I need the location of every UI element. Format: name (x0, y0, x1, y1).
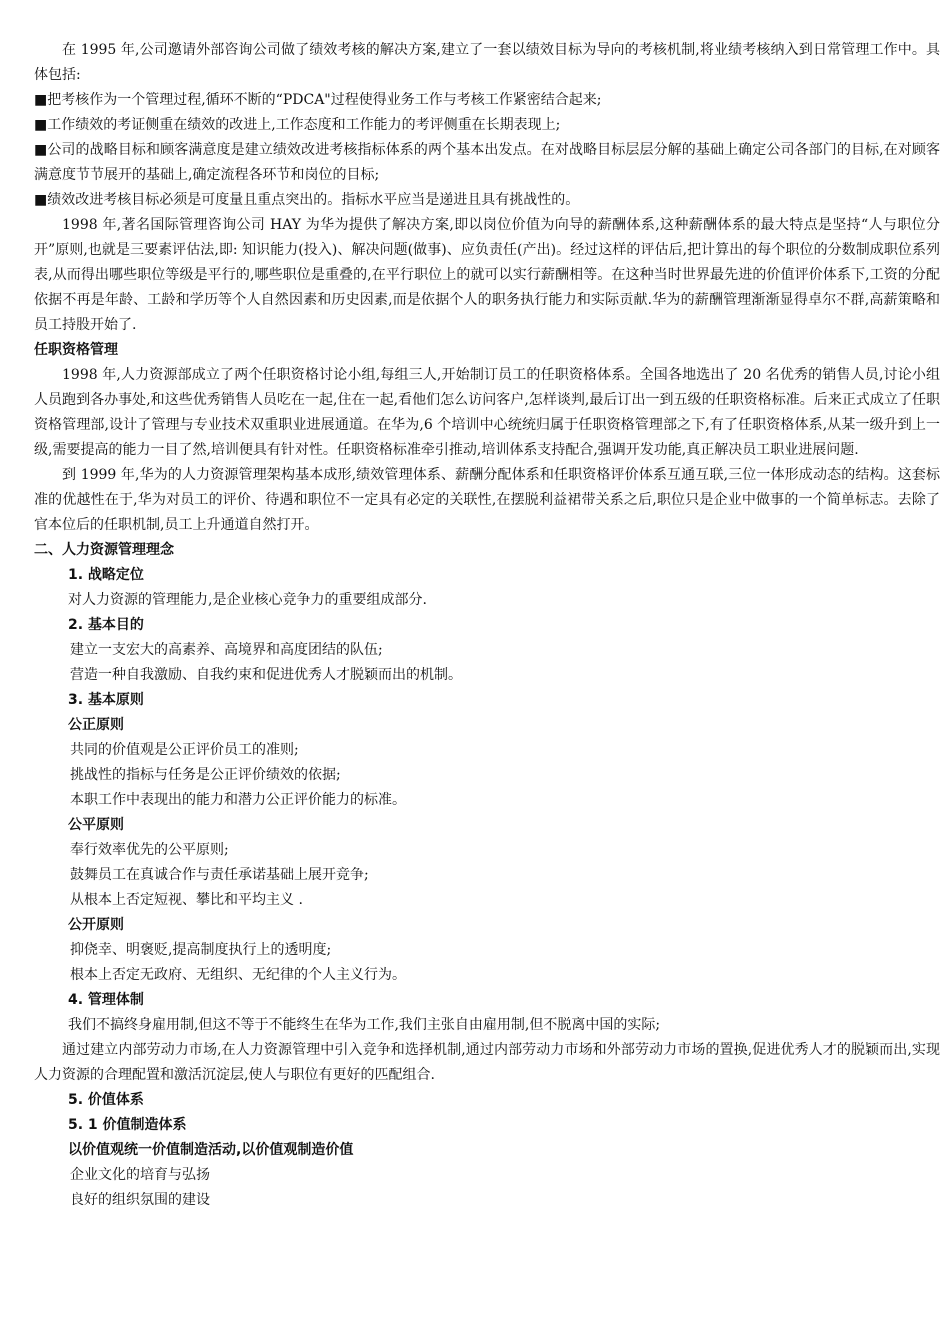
list-item: 企业文化的培育与弘扬 (70, 1167, 210, 1183)
list-item: 本职工作中表现出的能力和潜力公正评价能力的标准。 (70, 792, 406, 808)
list-item: 建立一支宏大的高素养、高境界和高度团结的队伍; (70, 642, 383, 658)
bullet-square-icon: ■ (34, 142, 48, 158)
paragraph-1995: 在 1995 年,公司邀请外部咨询公司做了绩效考核的解决方案,建立了一套以绩效目标为导向的考核机制,将业绩考核纳入到日常管理工作中。具体包括: (34, 42, 940, 83)
bullet-item (34, 188, 940, 213)
principle-fairness-title: 公正原则 (68, 717, 124, 733)
principle-equity-title: 公平原则 (68, 817, 124, 833)
section-2-title: 二、人力资源管理理念 (34, 542, 174, 558)
list-item: 从根本上否定短视、攀比和平均主义 . (70, 892, 303, 908)
list-item: 营造一种自我激励、自我约束和促进优秀人才脱颖而出的机制。 (70, 667, 462, 683)
bullet-text: 把考核作为一个管理过程,循环不断的“PDCA"过程使得业务工作与考核工作紧密结合起来; (47, 92, 602, 108)
heading-qualification-management: 任职资格管理 (34, 342, 118, 358)
paragraph-1998-hay: 1998 年,著名国际管理咨询公司 HAY 为华为提供了解决方案,即以岗位价值为向导的薪酬体系,这种薪酬体系的最大特点是坚持“人与职位分开”原则,也就是三要素评估法,即: 知识能力(投入)、解决问题(做事)、应负责任(产出)。经过这样的评估后,把计算出的每个职位的分数制成职位系列表,从而得出哪些职位等级是平行的,哪些职位是重叠的,在平行职位上的就可以实行薪酬相等。在这种当时世界最先进的价值评价体系下,工资的分配依据不再是年龄、工龄和学历等个人自然因素和历史因素,而是依据个人的职务执行能力和实际贡献.华为的薪酬管理渐渐显得卓尔不群,高薪策略和员工持股开始了. (34, 217, 940, 333)
bullet-square-icon: ■ (34, 92, 48, 108)
subsection-2-title: 2. 基本目的 (68, 617, 144, 633)
bullet-text: 绩效改进考核目标必须是可度量且重点突出的。指标水平应当是递进且具有挑战性的。 (47, 192, 580, 208)
subsection-3-title: 3. 基本原则 (68, 692, 144, 708)
list-item: 良好的组织氛围的建设 (70, 1192, 210, 1208)
bullet-item (34, 113, 940, 138)
bullet-square-icon: ■ (34, 192, 48, 208)
bullet-text: 工作绩效的考证侧重在绩效的改进上,工作态度和工作能力的考评侧重在长期表现上; (47, 117, 561, 133)
bullet-text: 公司的战略目标和顾客满意度是建立绩效改进考核指标体系的两个基本出发点。在对战略目标层层分解的基础上确定公司各部门的目标,在对顾客满意度节节展开的基础上,确定流程各环节和岗位的目标; (34, 142, 940, 183)
subsection-1-text: 对人力资源的管理能力,是企业核心竞争力的重要组成部分. (68, 592, 427, 608)
list-item: 根本上否定无政府、无组织、无纪律的个人主义行为。 (70, 967, 406, 983)
subsection-4-title: 4. 管理体制 (68, 992, 144, 1008)
subsection-5-1-title: 5. 1 价值制造体系 (68, 1117, 187, 1133)
subsection-4-paragraph-2: 通过建立内部劳动力市场,在人力资源管理中引入竞争和选择机制,通过内部劳动力市场和外部劳动力市场的置换,促进优秀人才的脱颖而出,实现人力资源的合理配置和激活沉淀层,使人与职位有更好的匹配组合. (34, 1042, 940, 1083)
paragraph-1998-qualification: 1998 年,人力资源部成立了两个任职资格讨论小组,每组三人,开始制订员工的任职资格体系。全国各地选出了 20 名优秀的销售人员,讨论小组人员跑到各办事处,和这些优秀销售人员吃在一起,住在一起,看他们怎么访问客户,怎样谈判,最后订出一到五级的任职资格标准。后来正式成立了任职资格管理部,设计了管理与专业技术双重职业进展通道。在华为,6 个培训中心统统归属于任职资格管理部之下,有了任职资格体系,从某一级升到上一级,需要提高的能力一目了然,培训便具有针对性。任职资格标准牵引推动,培训体系支持配合,强调开发功能,真正解决员工职业进展问题. (34, 367, 940, 458)
list-item: 挑战性的指标与任务是公正评价绩效的依据; (70, 767, 341, 783)
paragraph-1999: 到 1999 年,华为的人力资源管理架构基本成形,绩效管理体系、薪酬分配体系和任职资格评价体系互通互联,三位一体形成动态的结构。这套标准的优越性在于,华为对员工的评价、待遇和职位不一定具有必定的关联性,在摆脱利益裙带关系之后,职位只是企业中做事的一个简单标志。去除了官本位后的任职机制,员工上升通道自然打开。 (34, 467, 940, 533)
list-item: 奉行效率优先的公平原则; (70, 842, 229, 858)
bullet-square-icon: ■ (34, 117, 48, 133)
subsection-5-title: 5. 价值体系 (68, 1092, 144, 1108)
list-item: 共同的价值观是公正评价员工的准则; (70, 742, 299, 758)
subsection-5-1-bold-line: 以价值观统一价值制造活动,以价值观制造价值 (68, 1142, 354, 1158)
principle-openness-title: 公开原则 (68, 917, 124, 933)
list-item: 鼓舞员工在真诚合作与责任承诺基础上展开竞争; (70, 867, 369, 883)
bullet-item (34, 88, 940, 113)
list-item: 抑侥幸、明褒贬,提高制度执行上的透明度; (70, 942, 332, 958)
subsection-4-paragraph-1: 我们不搞终身雇用制,但这不等于不能终生在华为工作,我们主张自由雇用制,但不脱离中国的实际; (68, 1017, 661, 1033)
bullet-item (34, 138, 940, 188)
subsection-1-title: 1. 战略定位 (68, 567, 144, 583)
